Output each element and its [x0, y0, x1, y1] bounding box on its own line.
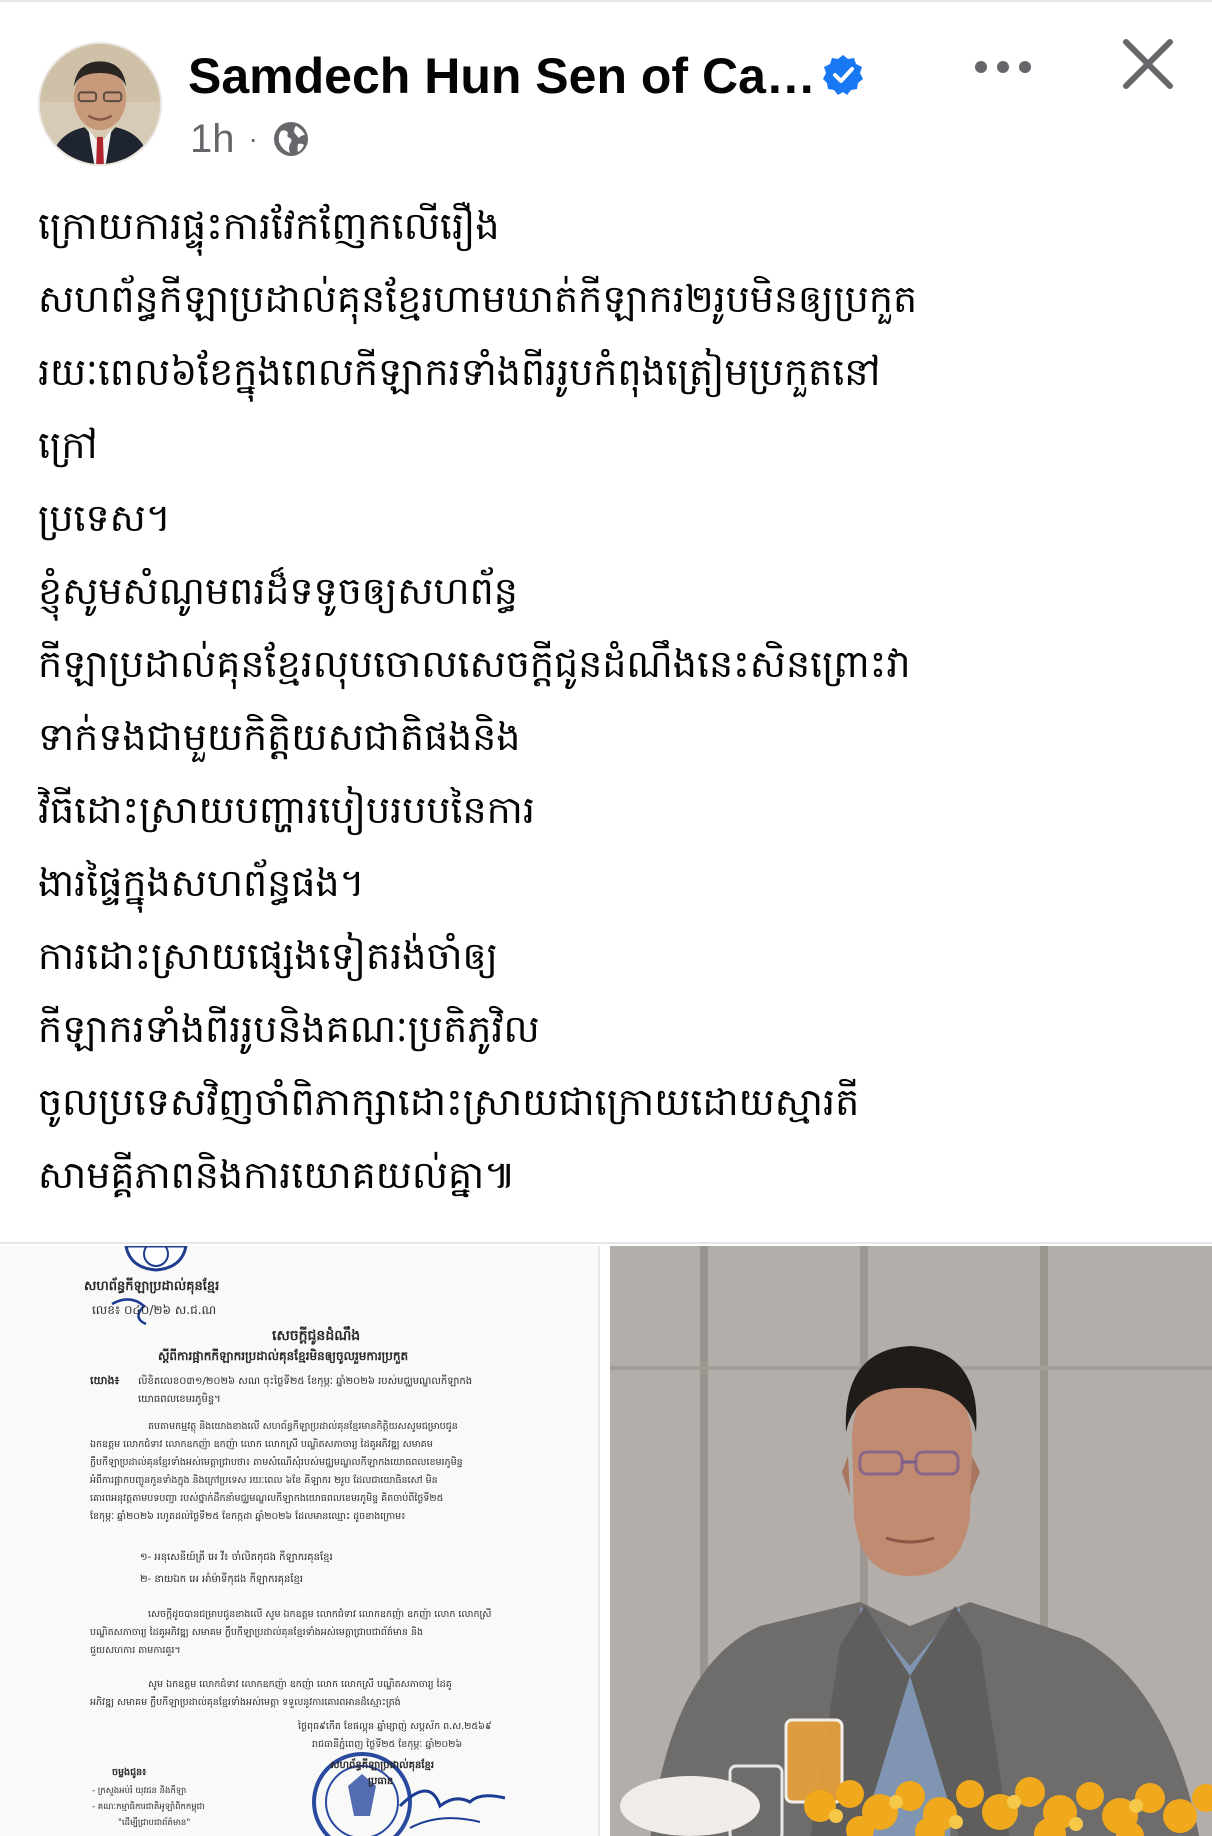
- more-horizontal-icon: [973, 59, 1033, 75]
- doc-paragraph-line: ក្លឹបកីឡាប្រដាល់គុនខ្មែរទាំងអស់មេត្តាជ្រាបថា៖ តាមសំណើសុំរបស់មជ្ឈមណ្ឌលកីឡាកងយោធពលខេមរភូមិន្ទ: [90, 1457, 463, 1468]
- post-header: [0, 2, 1212, 177]
- doc-date-line: ថ្ងៃពុធ៩កើត ខែផល្គុន ឆ្នាំម្សាញ់ សប្តស័ក ព.ស.២៥៦៩: [298, 1721, 492, 1732]
- verified-badge-icon: [822, 54, 864, 96]
- author-name[interactable]: Samdech Hun Sen of Ca…: [188, 48, 816, 104]
- globe-icon[interactable]: [272, 120, 310, 158]
- post-text-line: សាមគ្គីភាពនិងការយោគយល់គ្នា៕: [38, 1153, 516, 1197]
- post-text-line: កីឡាករទាំងពីររូបនិងគណៈប្រតិភូវិល: [38, 1007, 540, 1051]
- doc-cc-line: - ក្រសួងអប់រំ យុវជន និងកីឡា: [92, 1786, 187, 1796]
- doc-paragraph-line: ខែកុម្ភៈ ឆ្នាំ២០២៦ រហូតដល់ថ្ងៃទី២៥ ខែកក្កដា ឆ្នាំ២០២៦ ដែលមានឈ្មោះ ដូចខាងក្រោម៖: [90, 1511, 406, 1522]
- doc-paragraph-line: សូម ឯកឧត្តម លោកជំទាវ លោកឧកញ៉ា ឧកញ៉ា លោក លោកស្រី បណ្ឌិតសភាចារ្យ ដៃគូ: [148, 1679, 452, 1690]
- post-meta: [190, 114, 310, 164]
- doc-list-item: ១- អនុសេនីយ៍ត្រី អេ វី៖ ចាំលិតកុជង កីឡាករគុនខ្មែរ: [140, 1552, 333, 1563]
- doc-paragraph-line: តបតាមកម្មវត្ថុ និងយោងខាងលើ សហព័ន្ធកីឡាប្រដាល់គុនខ្មែរមានកិត្តិយសសូមជម្រាបជូន: [148, 1421, 458, 1432]
- doc-basis-label: យោង៖: [90, 1374, 120, 1387]
- post-body: [38, 190, 1188, 1212]
- post-timestamp[interactable]: 1h: [190, 116, 235, 161]
- doc-cc-line: "ដើម្បីជ្រាបជាព័ត៌មាន": [118, 1818, 191, 1828]
- doc-date-line: រាជធានីភ្នំពេញ ថ្ងៃទី២៥ ខែកុម្ភៈ ឆ្នាំ២០២៦: [312, 1739, 463, 1750]
- portrait-photo-image: [610, 1246, 1212, 1836]
- meta-separator: ·: [248, 123, 258, 154]
- post-text-line: ប្រទេស។: [38, 496, 171, 540]
- post-text-line: ទាក់ទងជាមួយកិត្តិយសជាតិផងនិង: [38, 715, 521, 759]
- doc-org-name: សហព័ន្ធកីឡាប្រដាល់គុនខ្មែរ: [84, 1279, 220, 1294]
- portrait-photo[interactable]: [610, 1246, 1212, 1836]
- post-text-line: ការដោះស្រាយផ្សេងទៀតរង់ចាំឲ្យ: [38, 934, 498, 978]
- post-text-line: រយៈពេល៦ខែក្នុងពេលកីឡាករទាំងពីររូបកំពុងត្រៀមប្រកួតនៅ: [38, 350, 881, 394]
- more-options-button[interactable]: [968, 42, 1038, 92]
- doc-paragraph-line: គោរពអនុវត្តតាមបទបញ្ជា របស់ថ្នាក់ដឹកនាំមជ្ឈមណ្ឌលកីឡាកងយោធពលខេមរភូមិន្ទ គិតចាប់ពីថ្ងៃទី២៥: [90, 1493, 444, 1504]
- doc-reference-number: លេខ៖ ០៤០/២៦ ស.ជ.ណ: [92, 1303, 217, 1317]
- close-icon: [1121, 37, 1175, 91]
- doc-cc-line: - គណៈកម្មាធិការជាតិអូឡាំពិកកម្ពុជា: [92, 1802, 205, 1812]
- post-text-line: កីឡាប្រដាល់គុនខ្មែរលុបចោលសេចក្ដីជូនដំណឹងនេះសិនព្រោះវា: [38, 642, 911, 686]
- post-text-line: ចូលប្រទេសវិញចាំពិភាក្សាដោះស្រាយជាក្រោយដោយស្មារតី: [38, 1080, 860, 1124]
- photo-grid: [0, 1242, 1212, 1836]
- document-photo[interactable]: [0, 1246, 600, 1836]
- post-text-line: ងារផ្ទៃក្នុងសហព័ន្ធផង។: [38, 861, 365, 905]
- doc-list-item: ២- នាយឯក អេ អាំម៉ាទីកុជង កីឡាករគុនខ្មែរ: [140, 1574, 304, 1585]
- post-text-line: ក្រោយការផ្ទុះការវែកញែកលើរឿង: [38, 204, 500, 248]
- doc-paragraph-line: ជួយសហការ តាមការគួរ។: [90, 1645, 181, 1656]
- close-button[interactable]: [1116, 32, 1180, 96]
- avatar-portrait: [40, 44, 160, 164]
- author-avatar[interactable]: [38, 42, 162, 166]
- doc-paragraph-line: ឯកឧត្តម លោកជំទាវ លោកឧកញ៉ា ឧកញ៉ា លោក លោកស្រី បណ្ឌិតសភាចារ្យ ដៃគូអភិវឌ្ឍ សមាគម: [90, 1439, 433, 1450]
- doc-paragraph-line: បណ្ឌិតសភាចារ្យ ដៃគូអភិវឌ្ឍ សមាគម ក្លឹបកីឡាប្រដាល់គុនខ្មែរទាំងអស់មេត្តាជ្រាបជាព័ត៌មាន និង: [90, 1627, 424, 1638]
- doc-basis-text: លិខិតលេខ០៣១/២០២៦ សណ ចុះថ្ងៃទី២៥ ខែកុម្ភៈ ឆ្នាំ២០២៦ របស់មជ្ឈមណ្ឌលកីឡាកង: [138, 1376, 473, 1387]
- doc-title: សេចក្ដីជូនដំណឹង: [272, 1328, 361, 1344]
- doc-paragraph-line: អភិវឌ្ឍ សមាគម ក្លឹបកីឡាប្រដាល់គុនខ្មែរទាំងអស់មេត្តា ទទួលនូវការគោរពអានដ៏ស្មោះត្រង់: [90, 1697, 401, 1708]
- doc-paragraph-line: សេចក្ដីដូចបានជម្រាបជូនខាងលើ សូម ឯកឧត្តម លោកជំទាវ លោកឧកញ៉ា ឧកញ៉ា លោក លោកស្រី: [148, 1609, 492, 1620]
- post-text-line: វិធីដោះស្រាយបញ្ហារបៀបរបបនៃការ: [38, 788, 535, 832]
- doc-signature-role: ប្រធាន: [368, 1776, 394, 1787]
- doc-cc-title: ចម្លងជូន៖: [112, 1767, 147, 1778]
- doc-basis-text: យោធពលខេមរភូមិន្ទ។: [138, 1394, 221, 1405]
- doc-signature-org: សហព័ន្ធកីឡាប្រដាល់គុនខ្មែរ: [330, 1760, 435, 1771]
- post-text-line: ក្រៅ: [38, 423, 98, 467]
- doc-paragraph-line: អំពីការផ្អាកបញ្ចូនកូនទាំងក្នុង និងក្រៅប្រទេស រយៈពេល ៦ខែ គីឡាករ ២រូប ដែលជាយោធិនសៅ មិន: [90, 1475, 438, 1486]
- post-text-line: សហព័ន្ធកីឡាប្រដាល់គុនខ្មែរហាមឃាត់កីឡាករ២រូបមិនឲ្យប្រកួត: [38, 277, 918, 321]
- doc-subtitle: ស្ដីពីការផ្អាកកីឡាករប្រដាល់គុនខ្មែរមិនឲ្យចូលរួមការប្រកួត: [158, 1349, 409, 1363]
- post-text-line: ខ្ញុំសូមសំណូមពរដ៏ទទូចឲ្យសហព័ន្ធ: [38, 569, 518, 613]
